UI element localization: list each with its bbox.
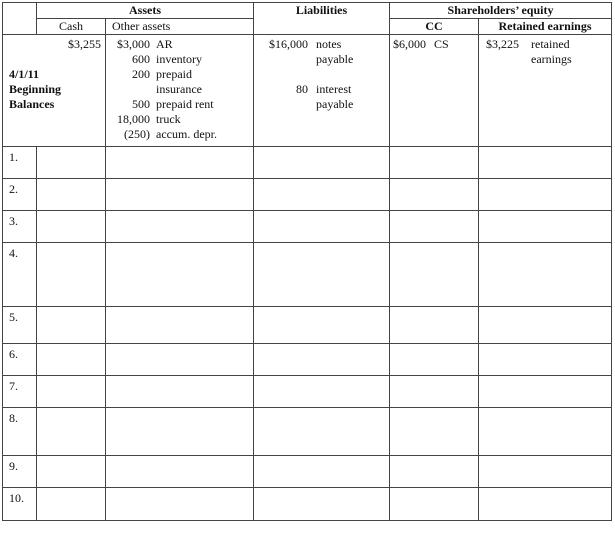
- cash-cell[interactable]: [37, 408, 106, 456]
- transaction-row: [3, 456, 612, 488]
- beginning-cash: $3,255: [68, 37, 101, 51]
- cash-cell[interactable]: [37, 376, 106, 408]
- cash-cell[interactable]: [37, 147, 106, 179]
- beginning-retained: [479, 35, 612, 147]
- retained-earnings-cell[interactable]: [479, 376, 612, 408]
- other-asset-line: 200 prepaid: [132, 67, 192, 81]
- retained-earnings-cell[interactable]: [479, 408, 612, 456]
- other-assets-cell[interactable]: [106, 408, 254, 456]
- other-asset-line: (250) accum. depr.: [124, 127, 217, 141]
- beginning-liabilities: [254, 35, 390, 147]
- other-assets-cell[interactable]: [106, 243, 254, 307]
- other-assets-cell[interactable]: [106, 307, 254, 344]
- cc-cell[interactable]: [390, 344, 479, 376]
- retained-earnings-cell[interactable]: [479, 344, 612, 376]
- cash-cell[interactable]: [37, 179, 106, 211]
- cc-cell[interactable]: [390, 456, 479, 488]
- transaction-row: [3, 211, 612, 243]
- retained-earnings-cell[interactable]: [479, 147, 612, 179]
- row-number: 1.: [3, 147, 37, 179]
- cash-cell[interactable]: [37, 488, 106, 521]
- accounting-equation-worksheet: [2, 2, 612, 521]
- beginning-label-2: Balances: [9, 97, 55, 111]
- row-number: 2.: [3, 179, 37, 211]
- assets-header: Assets: [37, 3, 254, 19]
- beginning-label-cell: [3, 35, 106, 147]
- liabilities-cell[interactable]: [254, 243, 390, 307]
- liabilities-cell[interactable]: [254, 211, 390, 243]
- cc-header: CC: [390, 19, 479, 35]
- cash-cell[interactable]: [37, 344, 106, 376]
- other-asset-line: insurance: [156, 82, 202, 96]
- retained-earnings-cell[interactable]: [479, 456, 612, 488]
- row-number: 3.: [3, 211, 37, 243]
- cc-cell[interactable]: [390, 179, 479, 211]
- cc-cell[interactable]: [390, 147, 479, 179]
- retained-earnings-cell[interactable]: [479, 307, 612, 344]
- cash-cell[interactable]: [37, 307, 106, 344]
- retained-line: $3,225 retained: [486, 37, 570, 51]
- retained-earnings-header: Retained earnings: [479, 19, 612, 35]
- other-assets-cell[interactable]: [106, 488, 254, 521]
- liability-line: 80 interest: [296, 82, 352, 96]
- liabilities-header: Liabilities: [254, 3, 390, 35]
- retained-line: earnings: [531, 52, 572, 66]
- cc-cell[interactable]: [390, 488, 479, 521]
- other-assets-header: Other assets: [106, 19, 254, 35]
- liabilities-cell[interactable]: [254, 307, 390, 344]
- liability-line: payable: [316, 52, 354, 66]
- row-number: 6.: [3, 344, 37, 376]
- transaction-row: [3, 344, 612, 376]
- row-number: 7.: [3, 376, 37, 408]
- liabilities-cell[interactable]: [254, 376, 390, 408]
- other-assets-cell[interactable]: [106, 179, 254, 211]
- cc-cell[interactable]: [390, 307, 479, 344]
- other-asset-line: 500 prepaid rent: [132, 97, 214, 111]
- liability-line: [254, 67, 389, 82]
- cash-cell[interactable]: [37, 456, 106, 488]
- row-number: 9.: [3, 456, 37, 488]
- cc-cell[interactable]: [390, 376, 479, 408]
- other-assets-cell[interactable]: [106, 344, 254, 376]
- liabilities-cell[interactable]: [254, 147, 390, 179]
- liabilities-cell[interactable]: [254, 344, 390, 376]
- liability-line: payable: [316, 97, 354, 111]
- retained-earnings-cell[interactable]: [479, 243, 612, 307]
- corner-cell: [3, 3, 37, 35]
- transaction-row: [3, 179, 612, 211]
- cc-label: CS: [434, 37, 449, 51]
- transaction-row: [3, 376, 612, 408]
- cc-cell[interactable]: [390, 243, 479, 307]
- other-asset-line: 600 inventory: [132, 52, 202, 66]
- other-assets-cell[interactable]: [106, 147, 254, 179]
- beginning-balances-row: [3, 35, 612, 147]
- transaction-row: [3, 243, 612, 307]
- liabilities-cell[interactable]: [254, 408, 390, 456]
- retained-earnings-cell[interactable]: [479, 211, 612, 243]
- row-number: 5.: [3, 307, 37, 344]
- equity-header: Shareholders’ equity: [390, 3, 612, 19]
- cc-cell[interactable]: [390, 211, 479, 243]
- other-asset-line: 18,000 truck: [117, 112, 181, 126]
- transaction-row: [3, 408, 612, 456]
- beginning-date: 4/1/11: [9, 67, 40, 81]
- beginning-cc: [390, 35, 479, 147]
- liabilities-cell[interactable]: [254, 456, 390, 488]
- beginning-other-assets: [106, 35, 254, 147]
- retained-earnings-cell[interactable]: [479, 179, 612, 211]
- retained-earnings-cell[interactable]: [479, 488, 612, 521]
- row-number: 10.: [3, 488, 37, 521]
- cc-amount: $6,000: [393, 37, 426, 51]
- liabilities-cell[interactable]: [254, 179, 390, 211]
- row-number: 4.: [3, 243, 37, 307]
- other-assets-cell[interactable]: [106, 456, 254, 488]
- transaction-row: [3, 147, 612, 179]
- other-assets-cell[interactable]: [106, 376, 254, 408]
- transaction-row: [3, 307, 612, 344]
- other-assets-cell[interactable]: [106, 211, 254, 243]
- other-asset-line: $3,000 AR: [117, 37, 173, 51]
- cash-cell[interactable]: [37, 211, 106, 243]
- cc-cell[interactable]: [390, 408, 479, 456]
- row-number: 8.: [3, 408, 37, 456]
- liabilities-cell[interactable]: [254, 488, 390, 521]
- beginning-label-1: Beginning: [9, 82, 62, 96]
- liability-line: $16,000 notes: [269, 37, 342, 51]
- cash-cell[interactable]: [37, 243, 106, 307]
- cash-header: Cash: [37, 19, 106, 35]
- transaction-row: [3, 488, 612, 521]
